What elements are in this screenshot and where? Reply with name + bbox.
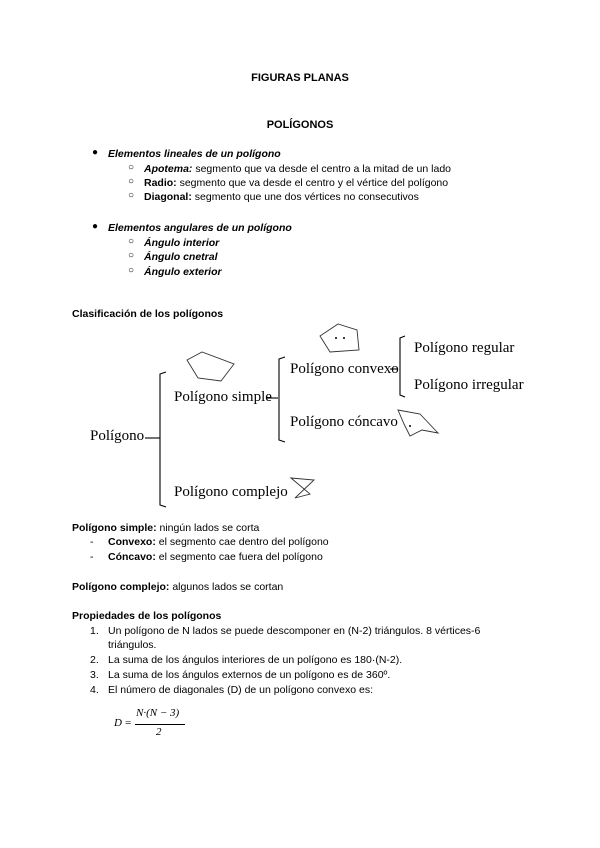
diagram-simple-label: Polígono simple (174, 389, 272, 405)
dash-icon: - (90, 551, 94, 563)
convex-polygon-sketch (320, 324, 359, 352)
list-item-angulo-interior: Ángulo interior (144, 237, 220, 249)
formula-lhs: D (114, 717, 122, 729)
term-poligono-simple: Polígono simple: (72, 522, 157, 534)
definition-complejo (72, 580, 283, 594)
diagram-root-label: Polígono (90, 428, 145, 444)
property-number: 4. (90, 684, 99, 696)
dash-icon: - (90, 536, 94, 548)
fraction-bar (135, 724, 185, 725)
term-radio: Radio: (144, 177, 177, 189)
formula-denominator: 2 (156, 726, 162, 738)
term-diagonal: Diagonal: (144, 191, 192, 203)
term-concavo: Cóncavo: (108, 551, 156, 563)
formula-equals: = (125, 717, 132, 729)
property-item-3: La suma de los ángulos externos de un polígono es de 360º. (108, 669, 391, 681)
diagram-convexo-label: Polígono convexo (290, 361, 399, 377)
diagram-concavo-label: Polígono cóncavo (290, 414, 398, 430)
section-heading-clasificacion: Clasificación de los polígonos (72, 308, 224, 320)
definition-simple (72, 521, 259, 535)
circle-bullet-icon: ○ (128, 176, 135, 187)
formula-numerator: N·(N − 3) (136, 707, 180, 719)
property-item-1-cont: triángulos. (108, 639, 157, 651)
property-item-2: La suma de los ángulos interiores de un polígono es 180·(N-2). (108, 654, 403, 666)
desc-poligono-simple: ningún lados se corta (156, 522, 260, 534)
list-item-angulo-central: Ángulo cnetral (144, 251, 218, 263)
page-subtitle: POLÍGONOS (266, 119, 334, 131)
property-number: 1. (90, 625, 99, 637)
desc-poligono-complejo: algunos lados se cortan (169, 581, 284, 593)
section-heading-lineales: Elementos lineales de un polígono (108, 148, 281, 160)
property-item-4: El número de diagonales (D) de un polígono convexo es: (108, 684, 374, 696)
property-number: 2. (90, 654, 99, 666)
desc-convexo: el segmento cae dentro del polígono (155, 536, 329, 548)
circle-bullet-icon: ○ (128, 265, 135, 276)
diagram-complejo-label: Polígono complejo (174, 484, 288, 500)
simple-polygon-sketch (187, 352, 234, 381)
desc-apotema: segmento que va desde el centro a la mitad de un lado (192, 163, 452, 175)
circle-bullet-icon: ○ (128, 162, 135, 173)
desc-diagonal: segmento que une dos vértices no consecutivos (191, 191, 419, 203)
concave-polygon-sketch (398, 410, 438, 436)
term-poligono-complejo: Polígono complejo: (72, 581, 170, 593)
definition-convexo (108, 535, 329, 549)
circle-bullet-icon: ○ (128, 190, 135, 201)
term-convexo: Convexo: (108, 536, 156, 548)
bullet-icon: ● (92, 147, 99, 158)
definition-concavo (108, 550, 323, 564)
circle-bullet-icon: ○ (128, 236, 135, 247)
diagram-irregular-label: Polígono irregular (414, 377, 524, 393)
property-number: 3. (90, 669, 99, 681)
desc-concavo: el segmento cae fuera del polígono (155, 551, 323, 563)
property-item-1: Un polígono de N lados se puede descomponer en (N-2) triángulos. 8 vértices-6 (108, 625, 481, 637)
section-heading-angulares: Elementos angulares de un polígono (108, 222, 292, 234)
desc-radio: segmento que va desde el centro y el vértice del polígono (176, 177, 449, 189)
circle-bullet-icon: ○ (128, 250, 135, 261)
page-title: FIGURAS PLANAS (251, 72, 349, 84)
diagram-regular-label: Polígono regular (414, 340, 515, 356)
list-item-angulo-exterior: Ángulo exterior (144, 266, 222, 278)
complex-polygon-sketch (291, 478, 314, 498)
term-apotema: Apotema: (144, 163, 193, 175)
bullet-icon: ● (92, 221, 99, 232)
section-heading-propiedades: Propiedades de los polígonos (72, 610, 222, 622)
